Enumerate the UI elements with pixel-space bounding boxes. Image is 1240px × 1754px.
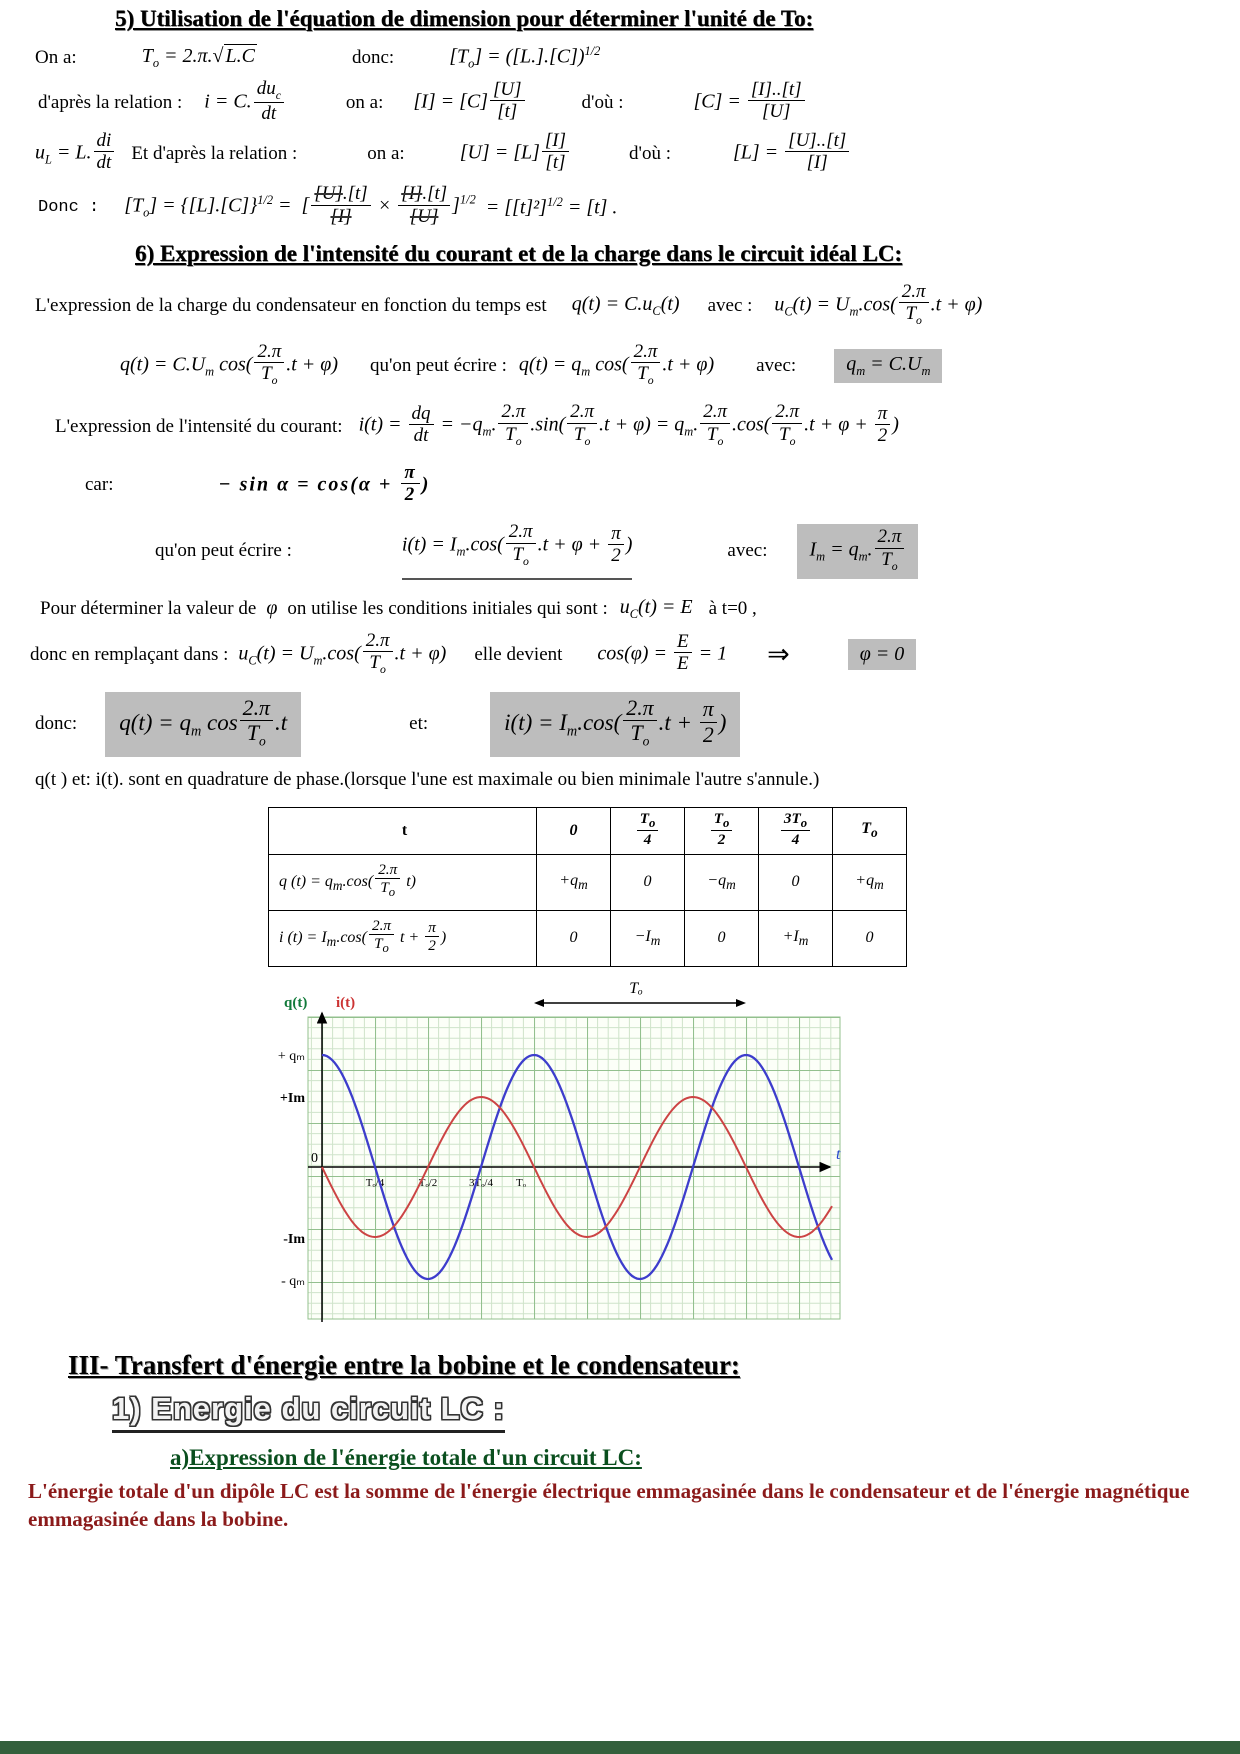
table-cell: 0: [537, 910, 611, 966]
section6-title: 6) Expression de l'intensité du courant et de la charge dans le circuit idéal LC:: [135, 240, 903, 266]
xtick-to4: Tₒ/4: [365, 1176, 385, 1189]
text-run: qu'on peut écrire :: [155, 540, 292, 562]
table-row-i: [269, 910, 907, 966]
text-run: donc en remplaçant dans :: [30, 643, 229, 665]
eq-line-s5-4: [38, 185, 1240, 229]
table-cell: $-I_m$: [611, 910, 685, 966]
energie-totale-heading: a)Expression de l'énergie totale d'un circuit LC:: [170, 1444, 642, 1470]
xtick-to2: Tₒ/2: [418, 1176, 438, 1189]
table-cell: $+q_m$: [833, 854, 907, 910]
equation: − sin α = cos(α + $\frac{\pi}{2}$ ): [218, 461, 431, 505]
text-run: donc:: [351, 46, 395, 68]
text-run: elle devient: [474, 643, 563, 665]
equation: $u_L = L$. $\frac{di}{dt}$: [35, 132, 116, 176]
ytick-plus-im: +Im: [279, 1090, 305, 1106]
eq-line-s6-8: [35, 692, 1240, 757]
equation-cancelled: [ $\frac{[U].[t]}{[I]}$ × $\frac{[I].[t]}{[U]}$ ]$^{1/2}$: [301, 183, 476, 227]
text-run: à t=0 ,: [708, 597, 757, 619]
energie-totale-paragraph: L'énergie totale d'un dipôle LC est la somme de l'énergie électrique emmagasinée dans le condensateur et de l'énergie magnétique emmagasinée dans la bobine.: [28, 1478, 1190, 1532]
equation: $q(t) = q_m$ cos( $\frac{2.\pi}{T_o}$ .t + φ): [518, 341, 715, 388]
col-header-to4: $\frac{T_o}{4}$: [611, 807, 685, 854]
equation: $[T_o] = \{[L].[C]\}^{1/2}$ =: [124, 193, 292, 221]
ytick-plus-qm: + qₘ: [278, 1048, 305, 1064]
row-label-i: i $(t) = I_m.\cos$( $\frac{2.\pi}{T_o}$ t + $\frac{\pi}{2}$ ): [269, 910, 537, 966]
section6-heading-row: [135, 241, 1240, 267]
period-label: Tₒ: [629, 979, 643, 997]
text-run: d'après la relation :: [38, 91, 183, 113]
waveform-svg: [278, 977, 853, 1329]
highlight-equation: $I_m = q_m$. $\frac{2.\pi}{T_o}$: [797, 524, 918, 578]
table-cell: $+I_m$: [759, 910, 833, 966]
equation: $q(t) = C.u_C(t)$: [571, 293, 680, 319]
section5-heading-row: [115, 6, 1240, 32]
eq-line-s6-5: [155, 523, 1240, 579]
table-header-row: [269, 807, 907, 854]
q-axis-label: q(t): [284, 994, 308, 1011]
equation: [C] = $\frac{[I]..[t]}{[U]}$: [694, 81, 807, 125]
ytick-minus-qm: - qₘ: [281, 1273, 305, 1289]
text-run: d'où :: [581, 91, 624, 113]
eq-line-s6-3: [55, 403, 1240, 449]
equation: [U] = [L] $\frac{[I]}{[t]}$: [460, 132, 571, 176]
text-run: on a:: [367, 142, 405, 164]
highlight-equation: $q_m = C.U_m$: [834, 349, 942, 383]
equation: φ: [266, 597, 278, 619]
eq-line-s6-2: [120, 343, 1240, 389]
text-run: on a:: [345, 91, 384, 113]
footer-bar: [0, 1741, 1240, 1754]
equation: [L] = $\frac{[U]..[t]}{[I]}$: [733, 132, 851, 176]
col-header-3to4: $\frac{3T_o}{4}$: [759, 807, 833, 854]
text-run: Pour déterminer la valeur de: [40, 597, 257, 619]
table-cell: $+q_m$: [537, 854, 611, 910]
energie-lc-heading: 1) Energie du circuit LC :: [112, 1391, 505, 1433]
equation: $u_C(t) = U_m.\cos$( $\frac{2.\pi}{T_o}$ .t + φ): [238, 629, 447, 676]
period-arrow-left-head: [534, 999, 544, 1007]
implies-arrow: ⇒: [767, 639, 790, 670]
text-run: avec :: [707, 295, 753, 317]
eq-line-s6-1: [35, 280, 1240, 329]
equation: $u_C(t) = E$: [619, 595, 693, 621]
eq-line-s6-6: [40, 596, 1240, 622]
table-cell: $-q_m$: [685, 854, 759, 910]
quadrature-note-row: [35, 769, 1240, 791]
table-cell: 0: [759, 854, 833, 910]
equation: $[T_o] = ([L.].[C])^{1/2}$: [449, 44, 601, 71]
highlight-equation: $i(t) = I_m.\cos$( $\frac{2.\pi}{T_o}$ .t + $\frac{\pi}{2}$ ): [490, 692, 740, 757]
text-run: d'où :: [629, 142, 671, 164]
eq-line-s5-1: [35, 44, 1240, 72]
text-run: L'expression de la charge du condensateur en fonction du temps est: [35, 295, 547, 317]
text-run: on utilise les conditions initiales qui sont :: [287, 597, 608, 619]
section3-title: III- Transfert d'énergie entre la bobine et le condensateur:: [68, 1349, 740, 1380]
col-header-t: t: [269, 807, 537, 854]
text-run: Donc :: [38, 197, 100, 217]
equation: cos(φ) = $\frac{E}{E}$ = 1: [597, 630, 728, 675]
i-axis-label: i(t): [336, 994, 356, 1011]
text-run: qu'on peut écrire :: [370, 355, 507, 377]
xtick-3to4: 3Tₒ/4: [469, 1176, 493, 1189]
text-run: avec:: [756, 355, 797, 377]
equation: [I] = [C] $\frac{[U]}{[t]}$: [413, 81, 526, 125]
highlight-equation: $q(t) = q_m$ cos $\frac{2.\pi}{T_o}$ .t: [105, 692, 301, 757]
col-header-0: 0: [537, 807, 611, 854]
text-run: Et d'après la relation :: [131, 142, 298, 164]
col-header-to2: $\frac{T_o}{2}$: [685, 807, 759, 854]
equation: i(t) = $\frac{dq}{dt}$ = $-q_m$. $\frac{2.\pi}{T_o}$ .sin( $\frac{2.\pi}{T_o}$ $.t + \varphi) = q_m$. $\frac{2.\pi}{T_o}$ .cos( $\frac{2.\pi}{T_o}$ .t + φ + $\frac{\pi}{2}$ ): [358, 401, 899, 448]
text-run: On a:: [35, 46, 77, 68]
t-axis-label: t: [836, 1145, 841, 1163]
grid-area: [308, 1017, 840, 1319]
text-run: et:: [409, 713, 429, 735]
highlight-equation: φ = 0: [848, 639, 917, 670]
text-run: donc:: [35, 713, 78, 735]
equation: i = C. $\frac{du_c}{dt}$: [204, 80, 286, 126]
section3: [0, 1334, 1240, 1534]
xtick-to: Tₒ: [516, 1176, 526, 1189]
row-label-q: q $(t) = q_m.\cos$( $\frac{2.\pi}{T_o}$ t): [269, 854, 537, 910]
ytick-minus-im: -Im: [283, 1231, 305, 1247]
equation: $q(t) = C.U_m$ cos( $\frac{2.\pi}{T_o}$ .t + φ): [120, 341, 338, 388]
text-run: L'expression de l'intensité du courant:: [55, 415, 343, 437]
quadrature-note: q(t ) et: i(t). sont en quadrature de phase.(lorsque l'une est maximale ou bien minimale l'autre s'annule.): [35, 768, 820, 790]
values-table: [268, 807, 907, 967]
section5-title: 5) Utilisation de l'équation de dimension pour déterminer l'unité de To:: [115, 6, 814, 31]
eq-line-s5-3: [35, 129, 1240, 176]
table-cell: 0: [833, 910, 907, 966]
equation: $T_o = 2.\pi.√$ L.C: [141, 44, 255, 70]
table-row-q: [269, 854, 907, 910]
equation: = $[[t]^2]^{1/2} = [t]$ .: [485, 194, 618, 219]
waveform-graph: [278, 977, 853, 1334]
text-run: avec:: [727, 540, 768, 562]
table-cell: 0: [611, 854, 685, 910]
text-run: car:: [85, 474, 114, 496]
eq-line-s6-4: [85, 461, 1240, 508]
equation: $u_C(t) = U_m.\cos$( $\frac{2.\pi}{T_o}$ .t + φ): [774, 280, 983, 328]
ytick-zero: 0: [311, 1150, 318, 1166]
eq-line-s6-7: [30, 629, 1240, 678]
eq-line-s5-2: [38, 77, 1240, 126]
equation: $i(t) = I_m.\cos$( $\frac{2.\pi}{T_o}$ .t + φ + $\frac{\pi}{2}$ ): [402, 523, 632, 579]
col-header-to: $T_o$: [833, 807, 907, 854]
table-cell: 0: [685, 910, 759, 966]
period-arrow-right-head: [736, 999, 746, 1007]
